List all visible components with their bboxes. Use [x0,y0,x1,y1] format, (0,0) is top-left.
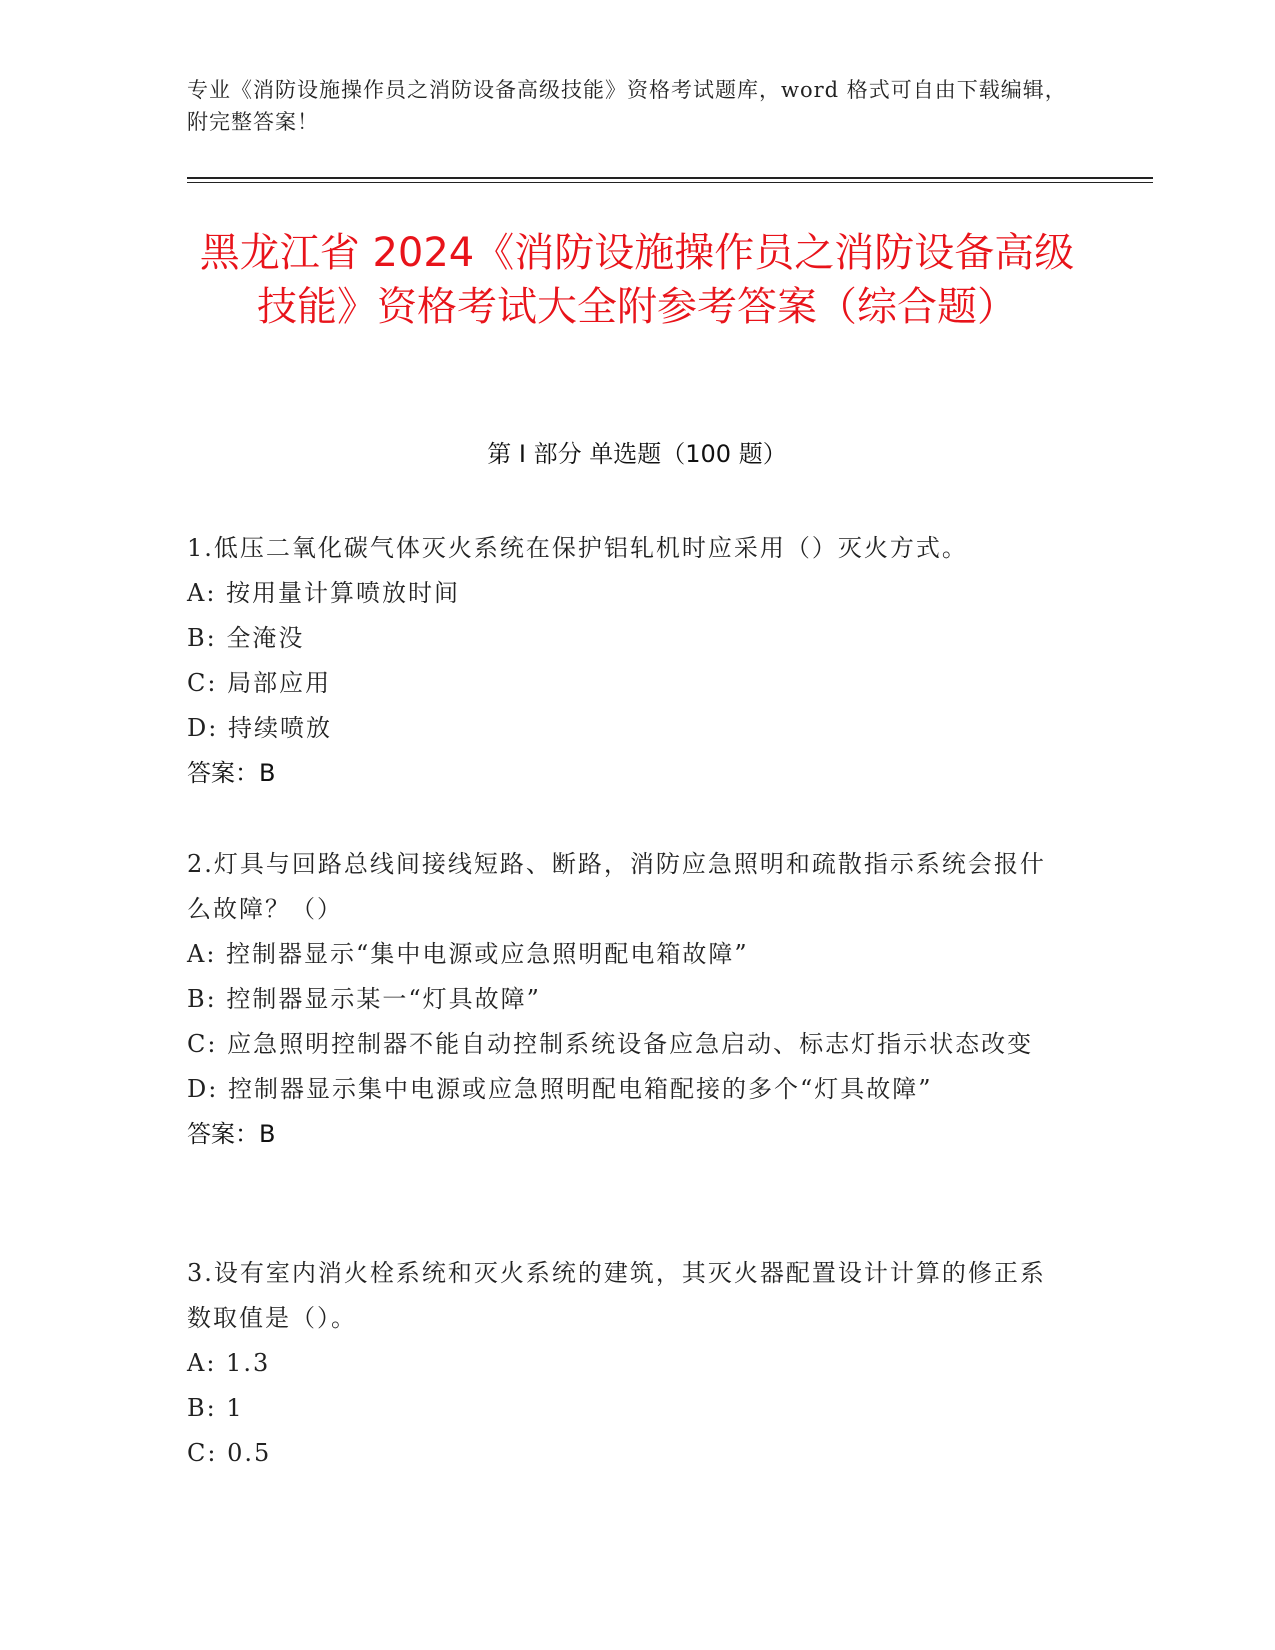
option-c: C: 应急照明控制器不能自动控制系统设备应急启动、标志灯指示状态改变 [187,1030,1034,1058]
option-b: B: 全淹没 [187,624,305,652]
answer: 答案：B [187,759,276,787]
question-3 [187,1251,1067,1476]
answer: 答案：B [187,1120,276,1148]
header-note: 专业《消防设施操作员之消防设备高级技能》资格考试题库，word 格式可自由下载编辑，附完整答案！ [187,78,1067,134]
question-stem: 1.低压二氧化碳气体灭火系统在保护铝轧机时应采用（）灭火方式。 [187,534,968,562]
document-title: 黑龙江省 2024《消防设施操作员之消防设备高级技能》资格考试大全附参考答案（综合题） [199,230,1075,330]
option-b: B: 1 [187,1394,244,1422]
question-stem: 2.灯具与回路总线间接线短路、断路，消防应急照明和疏散指示系统会报什么故障？（） [187,850,1046,923]
question-1 [187,526,1067,796]
option-a: A: 按用量计算喷放时间 [187,579,461,607]
option-a: A: 1.3 [187,1349,271,1377]
option-c: C: 局部应用 [187,669,332,697]
section-heading: 第 I 部分 单选题（100 题） [487,440,787,468]
question-2 [187,842,1067,1157]
option-c: C: 0.5 [187,1439,272,1467]
option-d: D: 控制器显示集中电源或应急照明配电箱配接的多个“灯具故障” [187,1075,933,1103]
option-b: B: 控制器显示某一“灯具故障” [187,985,541,1013]
header-rule-thin [187,182,1153,183]
header-rule-thick [187,177,1153,179]
question-stem: 3.设有室内消火栓系统和灭火系统的建筑，其灭火器配置设计计算的修正系数取值是（）。 [187,1259,1046,1332]
option-d: D: 持续喷放 [187,714,332,742]
option-a: A: 控制器显示“集中电源或应急照明配电箱故障” [187,940,749,968]
